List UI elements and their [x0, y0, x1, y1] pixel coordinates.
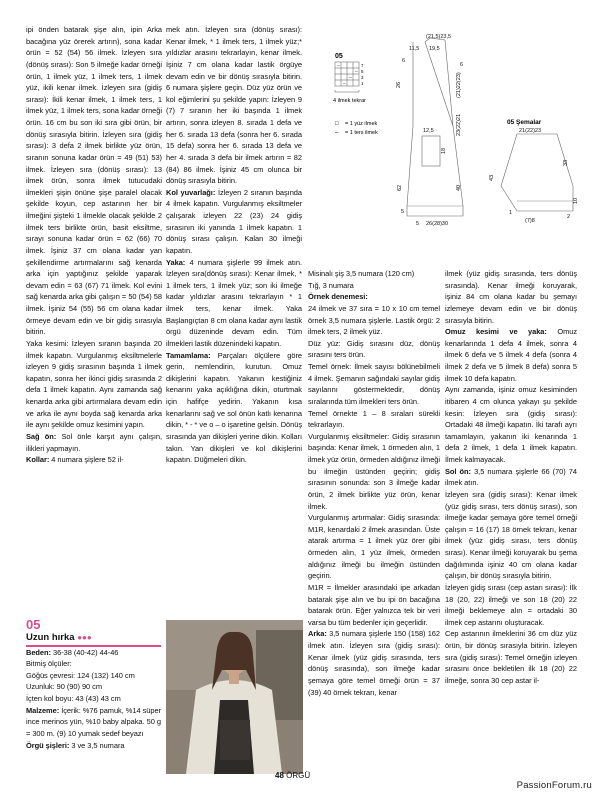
paragraph: Aynı zamanda, işiniz omuz kesiminden itibaren 4 cm olunca yakayı şu şekilde kesin: İzleyen sıra (gidiş sırası): Ortadaki 48 ilmeği kapatın. İki tarafı ayrı tamamlayın, yakanın iki kenarında 1 defa 2 ilmek, 1 defa 1 ilmek kapatın. İlmek kalmayacak.: [445, 385, 577, 464]
legend-text: = 1 ters ilmek: [345, 130, 378, 136]
measure-label: 26(28)30: [426, 221, 449, 227]
section-text: Omuz kenarlarında 1 defa 4 ilmek, sonra 4 ilmek 6 defa ve 5 ilmek 4 defa (sonra 4 ilmek 2 defa ve 5 ilmek 8 defa) sonra 5 ilmek 10 defa kapatın.: [445, 327, 578, 383]
measure-label: 23(22)21: [456, 113, 462, 136]
measure-label: (7)8: [525, 218, 535, 224]
line: İçten kol boyu: 43 (43) 43 cm: [26, 694, 121, 703]
measure-label: (21)22(23): [456, 72, 462, 98]
chart-number: 05: [335, 53, 343, 60]
text-column-4: [445, 268, 577, 687]
section-text: 4 numara şişlere 52 il-: [49, 455, 124, 465]
paragraph: Temel örnek: İlmek sayısı bölünebilmeli 4 ilmek. Şemanın sağındaki sayılar gidiş sayılarını göstermektedir, dönüş sıralarında tüm ilmekleri ters örün.: [308, 362, 440, 406]
chart-stitches: [337, 63, 358, 87]
line: Bitmiş ölçüler:: [26, 659, 72, 669]
svg-text:–: –: [343, 81, 346, 87]
measure-label: 6: [402, 58, 406, 64]
measure-label: 19,5: [429, 46, 440, 52]
measure-label: 26: [396, 81, 402, 88]
section-text: Sol önle karşıt aynı çalışın, ilikleri yapmayın.: [26, 431, 162, 453]
paragraph: Temel örnekte 1 – 8 sıraları sürekli tekrarlayın.: [308, 408, 440, 430]
paragraph: İzleyen sıra (gidiş sırası): Kenar ilmek (yüz gidiş sırası, ters dönüş sırası), son ilmeğe kadar şemaya göre temel örneği çalışın = 16 (17) 18 örnek tekrarı, kenar ilmek (yüz gidiş sırası, ters dönüş sırası). Kenar ilmeği koruyarak bu şema dağılımında işiniz 40 cm olana kadar çalışın, bir dönüş sırasıyla bitirin.: [445, 489, 577, 581]
section-text: 3,5 numara şişlerle 66 (70) 74 ilmek atın.: [445, 466, 577, 488]
legend-text: = 1 yüz ilmek: [345, 121, 378, 127]
section-text: İçerik: %76 pamuk, %14 süper ince merinos yün, %10 baby alpaka. 50 g = 300 m. (9) 10 yumak sedef beyazı: [26, 705, 161, 738]
paragraph: [166, 187, 302, 257]
paragraph: mek atın. İzleyen sıra (dönüş sırası): Kenar ilmek, * 1 ilmek ters, 1 ilmek yüz;* yıldızlar arasını tekrarlayın, kenar ilmek. İşiniz 7 cm olana kadar lastik örgüye devam edin ve bir dönüş sırasıyla bitirin. 6 numara şişlere geçin. Düz yüz örün ve kol eğimlerini şu şekilde yapın: İzleyen 9 (7) 7 sıranın her iki başında 1 ilmek artırın, sonra izleyen 8. sırada 1 defa ve her 6. sırada 13 defa (sonra her 6. sırada 15 defa) sonra her 6. sırada 13 defa ve her 4. sırada 3 defa bir ilmek artırın = 82 (84) 86 ilmek. İşiniz 45 cm olunca bir dönüş sırasıyla bitirin.: [166, 25, 302, 186]
diagram-area: [305, 26, 595, 261]
measure-label: 6: [460, 62, 464, 68]
schema-title: 05 Şemalar: [507, 119, 542, 126]
section-label: Kollar:: [26, 455, 50, 465]
paragraph: [26, 431, 162, 454]
subheading: [308, 291, 440, 303]
measure-label: 10: [573, 197, 579, 204]
pattern-info: [26, 647, 161, 752]
paragraph: Vurgulanmış artırmalar: Gidiş sırasında: M1R, kenardaki 2 ilmek arasından. Üste atarak artırma = 1 ilmek yüz örer gibi örmeden alın, 1 yüz ilmek, örmeden aldığınız ilmeği bu ilmeğin üstünden geçirin.: [308, 513, 440, 581]
section-label: Yaka:: [166, 257, 186, 267]
paragraph: [445, 326, 577, 384]
section-text: İzleyen 2 sıranın başında 4 ilmek kapatın. Vurgulanmış eksiltmeler çalışarak izleyen 22 (23) 24 gidiş sırasının iki yanında 1 ilmek kapatın. 1 dönüş sırası çalışın. Kalan 30 ilmeği kapatın.: [166, 187, 303, 255]
chart-row-labels: [361, 63, 364, 86]
row-label: 1: [361, 81, 364, 86]
paragraph: Yaka kesimi: İzleyen sıranın başında 20 ilmek kapatın. Vurgulanmış eksiltmelerle izleyen 9 gidiş sırasının başında 1 ilmek kapatın, sonra her ikinci gidiş sırasında 2 defa 1 ilmek kapatın. Aynı zamanda sağ kenarda arka gibi artırmalara devam edin ve arka ile aynı boyda sağ kenarda arka ile aynı şekilde omuz kesimini yapın.: [26, 338, 162, 430]
paragraph: [445, 466, 577, 489]
site-watermark: PassionForum.ru: [516, 780, 592, 791]
section-label: Omuz kesimi ve yaka:: [445, 327, 547, 337]
paragraph: [26, 647, 161, 659]
page-footer: [275, 771, 310, 780]
paragraph: ilmek (yüz gidiş sırasında, ters dönüş sırasında). Kenar ilmeği koruyarak, işiniz 84 cm olana kadar bu şemayı izlemeye devam edin ve bir dönüş sırasıyla bitirin.: [445, 269, 577, 325]
line: Uzunluk: 90 (90) 90 cm: [26, 682, 103, 692]
measure-label: 40: [456, 184, 462, 191]
section-text: 3,5 numara şişlerle 150 (158) 162 ilmek atın. İzleyen sıra (gidiş sırası): Kenar ilmek (yüz gidiş sırasında, ters dönüş sırasında), son ilmeğe kadar şemaya göre temel örneği örün = 37 (39) 40 örnek tekrarı, kenar: [308, 629, 440, 697]
paragraph: [166, 350, 302, 466]
text-column-3: [308, 268, 440, 698]
paragraph: ipi önden batarak şişe alın, ipin Arka bacağına yüz örerek artırın), sona kadar örün = 52 (54) 56 ilmek. İzleyen sıra (dönüş sırası): Son 5 ilmeğe kadar örneği örün, 1 ilmek yüz, 1 ilmek ters, 1 ilmek yüz, ikili kenar ilmek. İzleyen sıra (gidiş sırası): İkili kenar ilmek, 1 ilmek ters, 1 ilmek yüz, 1 ilmek ters, sona kadar örneği örün. 16 cm bu son iki sıra gibi örün, bir dönüş sırasıyla bitirin. İzleyen sıra (gidiş sırası): 3 defa 2 ilmek birlikte yüz örün, sıranın sonuna kadar örün = 49 (51) 53) ilmek. İzleyen sıra (dönüş sırası): 13 ilmek örün, sonra ilmek tutucudaki ilmekleri şişin önüne şişe paralel olacak şekilde koyun, cep astarının her bir ilmeğini şişteki 1 ilmekle olacak şekilde 2 ilmek ters birlikte örün, basit eksiltme, sırayı sonuna kadar örün = 62 (66) 70 ilmek. İşiniz 37 cm olana kadar yan şekillendirme artırmalarını sağ kenarda arka için yaptığınız şekilde yaparak devam edin = 63 (67) 71 ilmek. Kol evini sağ kenarda arka gibi çalışın = 50 (54) 58 ilmek. İşiniz 54 (55) 56 cm olana kadar örmeye devam edin ve bir gidiş sırasıyla bitirin.: [26, 25, 162, 337]
section-label: Beden:: [26, 647, 51, 657]
sleeve-outline: [501, 134, 573, 211]
paragraph: [308, 628, 440, 698]
body-outline: [407, 42, 463, 216]
section-label: Örgü şişleri:: [26, 740, 70, 750]
difficulty-dots: ●●●: [77, 633, 92, 642]
measure-label: 11,5: [409, 46, 420, 52]
paragraph: Cep astarının ilmeklerini 36 cm düz yüz örün, bir dönüş sırasıyla bitirin. İzleyen sıra (gidiş sırası): Temel örneğin izleyen sırasını önce bekletilen ilk 18 (20) 22 ilmeğe, sonra 30 cep astar il-: [445, 629, 577, 685]
paragraph: Vurgulanmış eksiltmeler: Gidiş sırasının başında: Kenar ilmek, 1 örmeden alın, 1 ilmek yüz örün, örmeden aldığınız ilmeği bu ilmeğin üstünden geçirin; gidiş sırasının sonunda: son 3 ilmeğe kadar örün, 2 ilmek birlikte yüz örün, kenar ilmek.: [308, 431, 440, 511]
paragraph: [26, 454, 162, 466]
measure-label: 62: [397, 184, 403, 191]
legend-symbol: –: [335, 130, 339, 136]
section-label: Sol ön:: [445, 466, 471, 476]
measure-label: 5: [416, 221, 420, 227]
page-number: 48: [275, 771, 284, 780]
pattern-header: [26, 618, 161, 751]
measure-label: 5: [401, 209, 405, 215]
measure-label: 33: [563, 159, 569, 166]
section-text: 4 numara şişlerle 99 ilmek atın. İzleyen sıra(dönüş sırası): Kenar ilmek, * 1 ilmek ters, 1 ilmek yüz; son iki ilmeğe kadar yıldızlar arasını tekrarlayın * 1 ilmek ters, kenar ilmek. Yaka Başlangıçtan 8 cm olana kadar aynı lastik örgü düzeninde devam edin. Tüm ilmekleri lastik düzenindeki kapatın.: [166, 257, 302, 348]
section-label: Arka:: [308, 629, 327, 639]
section-label: Kol yuvarlağı:: [166, 187, 216, 197]
measure-label: 1: [509, 210, 513, 216]
section-text: 36-38 (40-42) 44-46: [50, 647, 119, 657]
section-text: Parçaları ölçülere göre gerin, nemlendirin, kurutun. Omuz dikişlerini kapatın. Yakanın kestiğiniz kenarını yaka açıklığına dikin, oturtmak için hafifçe yedirin. Yakanın kısa kenarlarını sağ ve sol önün katlı kenarına dikin, * - * ve o – o işaretine gelsin. Dönüş sırasında yan dikişleri yerine dikin. Kolları takın. Yan dikişleri ve kol dikişlerini kapatın. Düğmeleri dikin.: [166, 350, 302, 465]
row-label: 3: [361, 75, 364, 80]
line: Misinalı şiş 3,5 numara (120 cm): [308, 269, 415, 278]
pattern-number: 05: [26, 617, 41, 632]
legend-symbol: □: [335, 121, 339, 127]
row-label: 7: [361, 63, 364, 68]
chart-caption: 4 ilmek tekrar: [333, 98, 367, 104]
section-label: Malzeme:: [26, 705, 60, 715]
measure-label: 2: [567, 214, 571, 220]
svg-text:–: –: [349, 75, 352, 81]
pattern-title: [26, 632, 161, 644]
paragraph: M1R = İlmekler arasındaki ipe arkadan batarak şişe alın ve bu ipi ön bacağına batarak örün. Eğer yalnızca tek bir veri varsa bu tüm bedenler için geçerlidir.: [308, 582, 440, 627]
model-photo: [166, 620, 303, 774]
pattern-title-text: Uzun hırka: [26, 632, 75, 643]
measure-label: 21(22)23: [519, 128, 542, 134]
row-label: 5: [361, 69, 364, 74]
paragraph: İzleyen gidiş sırası (cep astarı sırası): İlk 18 (20, 22) ilmeği ve son 18 (20) 22 ilmeği beklemeye alın = ortadaki 30 ilmek cep astarını oluşturacak.: [445, 582, 577, 627]
paragraph: [26, 740, 161, 752]
section-label: Örnek denemesi:: [308, 292, 368, 302]
paragraph: [26, 705, 161, 740]
paragraph: 24 ilmek ve 37 sıra = 10 x 10 cm temel örnek 3,5 numara şişlerle. Lastik örgü: 2 ilmek ters, 2 ilmek yüz.: [308, 303, 440, 337]
line: Göğüs çevresi: 124 (132) 140 cm: [26, 670, 135, 680]
text-column-1: [26, 24, 162, 466]
measure-label: 12,5: [423, 128, 434, 134]
pocket-outline: [422, 136, 440, 166]
section-label: Tamamlama:: [166, 350, 211, 360]
section-text: 3 ve 3,5 numara: [69, 740, 125, 750]
measure-label: 43: [489, 174, 495, 181]
svg-text:–: –: [337, 63, 340, 69]
measure-label: (21,5)23,5: [426, 34, 452, 40]
svg-text:–: –: [355, 69, 358, 75]
magazine-name: ÖRGÜ: [286, 771, 311, 780]
text-column-2: [166, 24, 302, 466]
line: Tığ, 3 numara: [308, 280, 354, 290]
section-label: Sağ ön:: [26, 431, 57, 441]
paragraph: Düz yüz: Gidiş sırasını düz, dönüş sırasını ters örün.: [308, 338, 440, 360]
measure-label: 18: [441, 147, 447, 154]
paragraph: [166, 257, 302, 350]
